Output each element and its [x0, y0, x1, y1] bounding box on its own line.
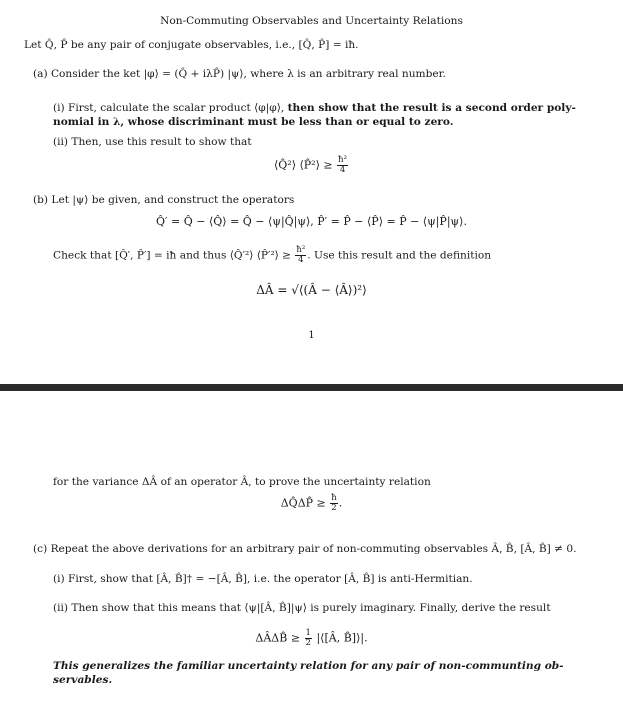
part-a-i-start: (i) First, calculate the scalar product ⟨φ|φ⟩, [53, 102, 285, 114]
equation-4-fraction [330, 494, 337, 513]
check-line [53, 246, 491, 265]
part-a-i-bold-1: then show that the result is a second order poly- [287, 102, 576, 114]
equation-1-numerator: ħ² [338, 155, 347, 165]
equation-1 [0, 156, 623, 175]
page-number: 1 [308, 330, 315, 341]
page-separator [0, 384, 623, 391]
part-a-i-line1 [53, 102, 576, 115]
equation-1-fraction [337, 156, 348, 175]
page-title: Non-Commuting Observables and Uncertainty Relations [160, 15, 463, 27]
variance-line: for the variance ΔÂ of an operator Â, to prove the uncertainty relation [53, 476, 431, 488]
equation-5 [0, 629, 623, 648]
intro-line: Let Q̂, P̂ be any pair of conjugate observables, i.e., [Q̂, P̂] = iħ. [24, 39, 359, 51]
part-a-i-line2: nomial in λ, whose discriminant must be less than or equal to zero. [53, 116, 454, 128]
check-line-start: Check that [Q̂′, P̂′] = iħ and thus ⟨Q̂′²⟩ ⟨P̂′²⟩ ≥ [53, 249, 292, 262]
equation-5-denominator: 2 [305, 638, 311, 648]
equation-1-lhs: ⟨Q̂²⟩ ⟨P̂²⟩ ≥ [273, 158, 333, 172]
page-2 [0, 391, 623, 703]
equation-4-lhs: ΔQ̂ΔP̂ ≥ [280, 496, 326, 510]
equation-5-rhs: |⟨[Â, B̂]⟩|. [316, 631, 368, 645]
part-c-ii: (ii) Then show that this means that ⟨ψ|[Â, B̂]|ψ⟩ is purely imaginary. Finally, derive the result [53, 602, 551, 614]
part-c-i: (i) First, show that [Â, B̂]† = −[Â, B̂], i.e. the operator [Â, B̂] is anti-Hermitian. [53, 573, 473, 585]
part-c-heading: (c) Repeat the above derivations for an arbitrary pair of non-commuting observables Â, B̂, [Â, B̂] ≠ 0. [33, 543, 577, 555]
part-a-ii: (ii) Then, use this result to show that [53, 136, 252, 148]
equation-4 [0, 494, 623, 513]
check-line-end: . Use this result and the definition [307, 249, 492, 262]
equation-4-denominator: 2 [331, 503, 337, 513]
equation-5-lhs: ΔÂΔB̂ ≥ [255, 631, 301, 645]
equation-1-denominator: 4 [339, 165, 346, 175]
check-numerator: ħ² [296, 245, 306, 255]
closing-line-1: This generalizes the familiar uncertainty relation for any pair of non-communting ob- [53, 660, 564, 672]
part-a-heading: (a) Consider the ket |φ⟩ = (Q̂ + iλP̂) |ψ⟩, where λ is an arbitrary real number. [33, 68, 446, 80]
closing-line-2: servables. [53, 674, 113, 686]
equation-4-end: . [338, 496, 343, 510]
equation-3: ΔÂ = √⟨(Â − ⟨Â⟩)²⟩ [256, 283, 367, 297]
equation-2: Q̂′ = Q̂ − ⟨Q̂⟩ = Q̂ − ⟨ψ|Q̂|ψ⟩, P̂′ = P̂ − ⟨P̂⟩ = P̂ − ⟨ψ|P̂|ψ⟩. [156, 215, 467, 228]
equation-5-numerator: 1 [305, 628, 311, 638]
equation-4-numerator: ħ [331, 493, 337, 503]
check-denominator: 4 [298, 255, 304, 265]
check-fraction [295, 246, 306, 265]
part-b-heading: (b) Let |ψ⟩ be given, and construct the operators [33, 194, 295, 206]
equation-5-fraction [305, 629, 312, 648]
